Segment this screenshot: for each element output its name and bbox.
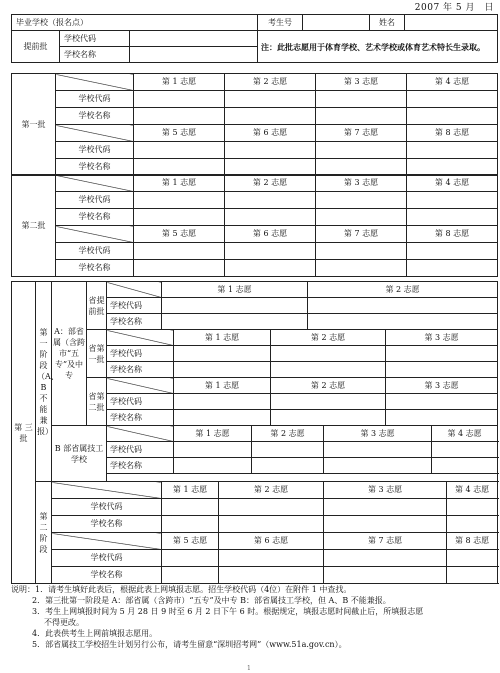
stage2-name-field[interactable]	[447, 567, 498, 584]
prov-batch2-code-label: 学校代码	[107, 394, 174, 410]
prov-batch2-choice-2: 第 2 志愿	[271, 378, 386, 394]
group-b-choice-3: 第 3 志愿	[324, 426, 432, 442]
prov-batch1-code-field[interactable]	[271, 346, 386, 362]
batch1-code-field[interactable]	[134, 91, 225, 108]
prov-batch1-code-label: 学校代码	[107, 346, 174, 362]
instruction-1: 说明：1．请考生填好此表后，根据此表上网填报志愿。招生学校代码（4位）在附件 1 中查找。	[11, 585, 352, 594]
group-b-choice-1: 第 1 志愿	[174, 426, 252, 442]
batch2-code-field[interactable]	[134, 192, 225, 209]
instruction-4: 4．此表供考生上网前填报志愿用。	[32, 629, 158, 638]
prov-batch1-name-field[interactable]	[271, 362, 386, 378]
batch2-code-label-b: 学校代码	[56, 243, 134, 260]
stage2-choice-6: 第 6 志愿	[219, 533, 324, 550]
batch1-choice-1: 第 1 志愿	[134, 74, 225, 91]
batch1-name-field[interactable]	[134, 108, 225, 125]
batch2-code-field[interactable]	[316, 192, 407, 209]
prov-batch1-choice-1: 第 1 志愿	[174, 330, 271, 346]
stage1-bottom-spacer	[107, 474, 498, 482]
group-b-name-field[interactable]	[252, 458, 324, 474]
batch1-table	[11, 73, 498, 176]
prov-batch1-name-label: 学校名称	[107, 362, 174, 378]
stage2-code-field[interactable]	[219, 499, 324, 516]
batch1-name-label-b: 学校名称	[56, 159, 134, 176]
group-b-label: B 部省属技工学校	[52, 426, 107, 482]
prov-batch2-choice-1: 第 1 志愿	[174, 378, 271, 394]
batch2-name-label-a: 学校名称	[56, 209, 134, 226]
stage2-diag-a	[52, 482, 162, 499]
batch1-code-field[interactable]	[134, 142, 225, 159]
batch1-name-field[interactable]	[316, 159, 407, 176]
batch1-code-field[interactable]	[407, 91, 498, 108]
instruction-3-continued: 不得更改。	[44, 618, 84, 627]
stage2-choice-5: 第 5 志愿	[162, 533, 219, 550]
batch1-choice-3: 第 3 志愿	[316, 74, 407, 91]
batch2-choice-3: 第 3 志愿	[316, 175, 407, 192]
batch2-choice-4: 第 4 志愿	[407, 175, 498, 192]
batch1-name-field[interactable]	[407, 159, 498, 176]
batch2-name-field[interactable]	[134, 260, 225, 277]
prov-advance-name-field[interactable]	[162, 314, 308, 330]
advance-name-label: 学校名称	[60, 47, 130, 63]
batch2-diag-cell-b	[56, 226, 134, 243]
batch2-diag-cell-a	[56, 175, 134, 192]
stage2-choice-4: 第 4 志愿	[447, 482, 498, 499]
page-number: 1	[247, 665, 251, 672]
prov-advance-diag	[107, 282, 162, 298]
prov-advance-name-label: 学校名称	[107, 314, 162, 330]
prov-batch1-name-field[interactable]	[386, 362, 498, 378]
batch2-name-field[interactable]	[407, 260, 498, 277]
instruction-3: 3．考生上网填报时间为 5 月 28 日 9 时至 6 月 2 日下午 6 时。根据规定，填报志愿时间截止后，所填报志愿	[32, 607, 424, 616]
batch1-code-field[interactable]	[316, 142, 407, 159]
stage2-code-field[interactable]	[162, 499, 219, 516]
prov-batch2-code-field[interactable]	[271, 394, 386, 410]
stage2-choice-1: 第 1 志愿	[162, 482, 219, 499]
group-b-choice-4: 第 4 志愿	[432, 426, 498, 442]
batch2-code-field[interactable]	[407, 243, 498, 260]
prov-batch1-name-field[interactable]	[174, 362, 271, 378]
stage2-choice-3: 第 3 志愿	[324, 482, 447, 499]
prov-batch2-code-field[interactable]	[174, 394, 271, 410]
prov-batch1-code-field[interactable]	[174, 346, 271, 362]
instruction-5: 5．部省属技工学校招生计划另行公布，请考生留意“深圳招考网”（www.51a.gov.cn）。	[32, 640, 347, 649]
group-b-code-field[interactable]	[324, 442, 432, 458]
batch3-label: 第 三 批	[12, 282, 36, 584]
batch2-name-field[interactable]	[225, 260, 316, 277]
batch1-name-field[interactable]	[316, 108, 407, 125]
batch1-label: 第一批	[12, 74, 56, 176]
stage2-name-label-b: 学校名称	[52, 567, 162, 584]
group-b-name-field[interactable]	[174, 458, 252, 474]
stage2-choice-8: 第 8 志愿	[447, 533, 498, 550]
batch1-code-label-b: 学校代码	[56, 142, 134, 159]
batch1-choice-8: 第 8 志愿	[407, 125, 498, 142]
prov-batch2-name-field[interactable]	[174, 410, 271, 426]
batch1-code-field[interactable]	[225, 142, 316, 159]
advance-batch-note: 注：此批志愿用于体育学校、艺术学校或体育艺术特长生录取。	[258, 31, 498, 63]
advance-name-field[interactable]	[130, 47, 258, 63]
prov-advance-code-field[interactable]	[162, 298, 308, 314]
prov-batch2-diag	[107, 378, 174, 394]
batch2-choice-7: 第 7 志愿	[316, 226, 407, 243]
group-b-name-field[interactable]	[432, 458, 498, 474]
batch2-choice-5: 第 5 志愿	[134, 226, 225, 243]
batch2-code-label-a: 学校代码	[56, 192, 134, 209]
stage2-choice-2: 第 2 志愿	[219, 482, 324, 499]
stage2-name-field[interactable]	[162, 516, 219, 533]
batch1-choice-7: 第 7 志愿	[316, 125, 407, 142]
stage2-name-label-a: 学校名称	[52, 516, 162, 533]
stage2-name-field[interactable]	[447, 516, 498, 533]
stage2-name-field[interactable]	[219, 516, 324, 533]
batch1-name-field[interactable]	[407, 108, 498, 125]
stage1-label: 第一阶段（A、B不能兼报）	[36, 282, 52, 482]
exam-no-field[interactable]	[303, 15, 370, 31]
group-b-code-field[interactable]	[174, 442, 252, 458]
stage2-code-field[interactable]	[447, 550, 498, 567]
group-b-code-label: 学校代码	[107, 442, 174, 458]
stage2-code-field[interactable]	[324, 499, 447, 516]
batch2-name-field[interactable]	[134, 209, 225, 226]
group-b-choice-2: 第 2 志愿	[252, 426, 324, 442]
stage2-diag-b	[52, 533, 162, 550]
prov-batch2-name-label: 学校名称	[107, 410, 174, 426]
advance-code-label: 学校代码	[60, 31, 130, 47]
batch1-name-field[interactable]	[225, 159, 316, 176]
prov-batch2-code-field[interactable]	[386, 394, 498, 410]
exam-no-label: 考生号	[258, 15, 303, 31]
prov-batch2-label: 省第二批	[87, 378, 107, 426]
batch1-name-label-a: 学校名称	[56, 108, 134, 125]
batch2-code-field[interactable]	[316, 243, 407, 260]
name-field[interactable]	[405, 15, 498, 31]
stage2-code-field[interactable]	[219, 550, 324, 567]
prov-batch2-choice-3: 第 3 志愿	[386, 378, 498, 394]
instructions	[11, 584, 497, 650]
prov-advance-code-field[interactable]	[308, 298, 498, 314]
group-b-name-label: 学校名称	[107, 458, 174, 474]
batch2-name-field[interactable]	[225, 209, 316, 226]
stage2-label: 第二阶段	[36, 482, 52, 584]
batch1-name-field[interactable]	[225, 108, 316, 125]
batch1-code-field[interactable]	[316, 91, 407, 108]
grad-school-label: 毕业学校（报名点）	[12, 15, 258, 31]
stage2-name-field[interactable]	[324, 516, 447, 533]
advance-code-field[interactable]	[130, 31, 258, 47]
batch2-code-field[interactable]	[225, 243, 316, 260]
batch2-choice-8: 第 8 志愿	[407, 226, 498, 243]
instruction-2: 2．第三批第一阶段是 A：部省属（含跨市）“五专”及中专 B：部省属技工学校，但 A、B 不能兼报。	[32, 596, 391, 605]
group-b-code-field[interactable]	[432, 442, 498, 458]
batch1-code-label-a: 学校代码	[56, 91, 134, 108]
stage2-name-field[interactable]	[162, 567, 219, 584]
prov-batch1-choice-3: 第 3 志愿	[386, 330, 498, 346]
stage2-code-label-b: 学校代码	[52, 550, 162, 567]
batch2-table	[11, 174, 498, 277]
prov-batch2-name-field[interactable]	[386, 410, 498, 426]
batch1-choice-4: 第 4 志愿	[407, 74, 498, 91]
prov-advance-choice-1: 第 1 志愿	[162, 282, 308, 298]
batch2-code-field[interactable]	[407, 192, 498, 209]
header-table	[11, 14, 498, 63]
batch2-name-field[interactable]	[316, 209, 407, 226]
prov-advance-label: 省提前批	[87, 282, 107, 330]
batch2-label: 第二批	[12, 175, 56, 277]
batch2-choice-1: 第 1 志愿	[134, 175, 225, 192]
group-b-code-field[interactable]	[252, 442, 324, 458]
prov-batch1-label: 省第一批	[87, 330, 107, 378]
prov-batch1-diag	[107, 330, 174, 346]
stage2-code-label-a: 学校代码	[52, 499, 162, 516]
batch1-choice-6: 第 6 志愿	[225, 125, 316, 142]
group-a-label: A：部省属（含跨市“五专”及中专	[52, 282, 87, 426]
stage2-name-field[interactable]	[324, 567, 447, 584]
prov-batch2-name-field[interactable]	[271, 410, 386, 426]
batch1-diag-cell-a	[56, 74, 134, 91]
name-label: 姓名	[370, 15, 405, 31]
batch1-name-field[interactable]	[134, 159, 225, 176]
stage2-choice-7: 第 7 志愿	[324, 533, 447, 550]
batch2-name-field[interactable]	[316, 260, 407, 277]
batch2-choice-6: 第 6 志愿	[225, 226, 316, 243]
stage2-code-field[interactable]	[447, 499, 498, 516]
prov-batch1-code-field[interactable]	[386, 346, 498, 362]
prov-advance-code-label: 学校代码	[107, 298, 162, 314]
prov-advance-name-field[interactable]	[308, 314, 498, 330]
stage2-name-field[interactable]	[219, 567, 324, 584]
group-b-diag	[107, 426, 174, 442]
batch2-code-field[interactable]	[225, 192, 316, 209]
batch3-table	[11, 281, 498, 584]
prov-advance-choice-2: 第 2 志愿	[308, 282, 498, 298]
batch2-name-label-b: 学校名称	[56, 260, 134, 277]
batch1-choice-2: 第 2 志愿	[225, 74, 316, 91]
prov-batch1-choice-2: 第 2 志愿	[271, 330, 386, 346]
batch1-choice-5: 第 5 志愿	[134, 125, 225, 142]
batch2-code-field[interactable]	[134, 243, 225, 260]
form-date: 2007 年 5 月 日	[414, 3, 494, 13]
batch2-choice-2: 第 2 志愿	[225, 175, 316, 192]
stage2-code-field[interactable]	[162, 550, 219, 567]
batch1-diag-cell-b	[56, 125, 134, 142]
batch2-name-field[interactable]	[407, 209, 498, 226]
stage2-code-field[interactable]	[324, 550, 447, 567]
group-b-name-field[interactable]	[324, 458, 432, 474]
batch1-code-field[interactable]	[225, 91, 316, 108]
batch1-code-field[interactable]	[407, 142, 498, 159]
advance-batch-label: 提前批	[12, 31, 60, 63]
